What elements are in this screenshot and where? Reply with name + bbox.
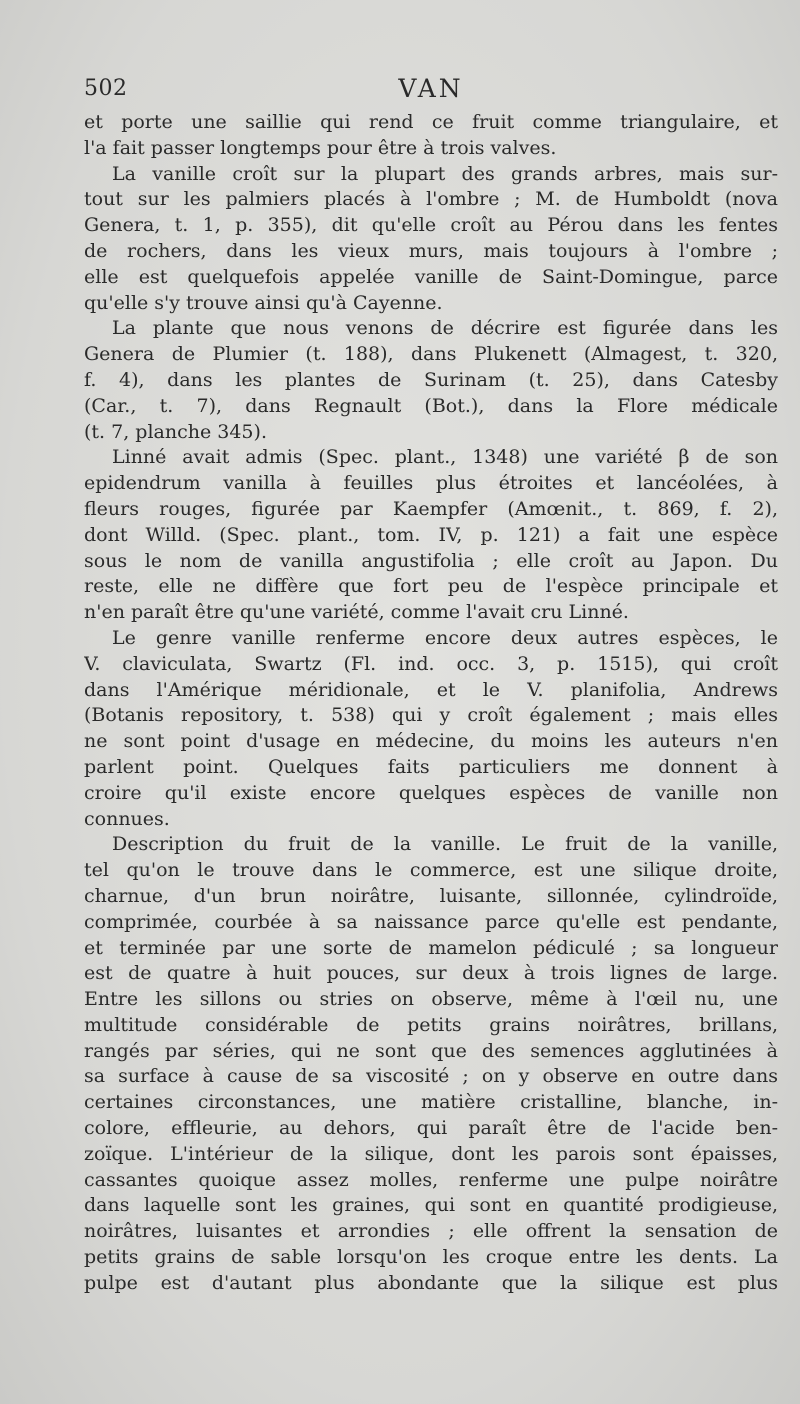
text-line: Linné avait admis (Spec. plant., 1348) une variété β de son xyxy=(112,446,778,469)
text-line: noirâtres, luisantes et arrondies ; elle offrent la sensation de xyxy=(84,1220,778,1243)
text-line: et porte une saillie qui rend ce fruit comme triangulaire, et xyxy=(84,111,778,133)
text-line: zoïque. L'intérieur de la silique, dont les parois sont épaisses, xyxy=(84,1142,778,1165)
text-line: croire qu'il existe encore quelques espèces de vanille non xyxy=(84,781,778,804)
text-line: tel qu'on le trouve dans le commerce, est une silique droite, xyxy=(84,859,778,882)
text-line: multitude considérable de petits grains noirâtres, brillans, xyxy=(84,1013,778,1036)
text-line: rangés par séries, qui ne sont que des semences agglutinées à xyxy=(84,1039,778,1062)
text-line: de rochers, dans les vieux murs, mais toujours à l'ombre ; xyxy=(84,239,778,262)
text-line: (Botanis repository, t. 538) qui y croît également ; mais elles xyxy=(84,704,778,727)
text-line: Genera, t. 1, p. 355), dit qu'elle croît au Pérou dans les fentes xyxy=(84,214,778,237)
text-line: sous le nom de vanilla angustifolia ; elle croît au Japon. Du xyxy=(84,549,778,572)
text-line: et terminée par une sorte de mamelon pédiculé ; sa longueur xyxy=(84,936,778,959)
text-line: elle est quelquefois appelée vanille de Saint-Domingue, parce xyxy=(84,265,778,288)
page-number: 502 xyxy=(84,76,128,101)
text-line: certaines circonstances, une matière cristalline, blanche, in- xyxy=(84,1091,778,1114)
text-line: l'a fait passer longtemps pour être à trois valves. xyxy=(84,136,557,159)
text-line: dont Willd. (Spec. plant., tom. IV, p. 121) a fait une espèce xyxy=(84,523,778,546)
text-line: est de quatre à huit pouces, sur deux à trois lignes de large. xyxy=(84,962,778,985)
page-header xyxy=(84,76,778,106)
text-line: comprimée, courbée à sa naissance parce qu'elle est pendante, xyxy=(84,910,778,933)
text-line: dans l'Amérique méridionale, et le V. planifolia, Andrews xyxy=(84,678,778,701)
text-line: La plante que nous venons de décrire est figurée dans les xyxy=(112,317,778,340)
text-line: (Car., t. 7), dans Regnault (Bot.), dans la Flore médicale xyxy=(84,394,778,417)
text-line: epidendrum vanilla à feuilles plus étroites et lancéolées, à xyxy=(84,472,778,495)
text-line: ne sont point d'usage en médecine, du moins les auteurs n'en xyxy=(84,730,778,753)
text-line: qu'elle s'y trouve ainsi qu'à Cayenne. xyxy=(84,291,443,314)
text-line: cassantes quoique assez molles, renferme une pulpe noirâtre xyxy=(84,1168,778,1191)
text-line: Description du fruit de la vanille. Le fruit de la vanille, xyxy=(112,833,778,856)
text-line: fleurs rouges, figurée par Kaempfer (Amœnit., t. 869, f. 2), xyxy=(84,497,778,520)
text-line: sa surface à cause de sa viscosité ; on y observe en outre dans xyxy=(84,1065,778,1088)
text-line: colore, effleurie, au dehors, qui paraît être de l'acide ben- xyxy=(84,1117,778,1140)
text-line: reste, elle ne diffère que fort peu de l'espèce principale et xyxy=(84,575,778,598)
text-line: n'en paraît être qu'une variété, comme l'avait cru Linné. xyxy=(84,601,629,624)
text-line: Le genre vanille renferme encore deux autres espèces, le xyxy=(112,626,778,649)
text-line: Entre les sillons ou stries on observe, même à l'œil nu, une xyxy=(84,988,778,1011)
text-line: Genera de Plumier (t. 188), dans Plukenett (Almagest, t. 320, xyxy=(84,343,778,366)
page-body-text xyxy=(84,110,778,1297)
text-line: pulpe est d'autant plus abondante que la silique est plus xyxy=(84,1271,778,1294)
text-line: V. claviculata, Swartz (Fl. ind. occ. 3, p. 1515), qui croît xyxy=(84,652,778,675)
text-line: tout sur les palmiers placés à l'ombre ; M. de Humboldt (nova xyxy=(84,188,778,211)
text-line: connues. xyxy=(84,807,170,830)
text-line: f. 4), dans les plantes de Surinam (t. 25), dans Catesby xyxy=(84,368,778,391)
text-line: La vanille croît sur la plupart des grands arbres, mais sur- xyxy=(112,162,778,185)
text-line: parlent point. Quelques faits particuliers me donnent à xyxy=(84,755,778,778)
running-head: VAN xyxy=(398,74,464,103)
text-line: (t. 7, planche 345). xyxy=(84,420,267,443)
text-line: dans laquelle sont les graines, qui sont en quantité prodigieuse, xyxy=(84,1194,778,1217)
text-line: charnue, d'un brun noirâtre, luisante, sillonnée, cylindroïde, xyxy=(84,884,778,907)
text-line: petits grains de sable lorsqu'on les croque entre les dents. La xyxy=(84,1246,778,1269)
